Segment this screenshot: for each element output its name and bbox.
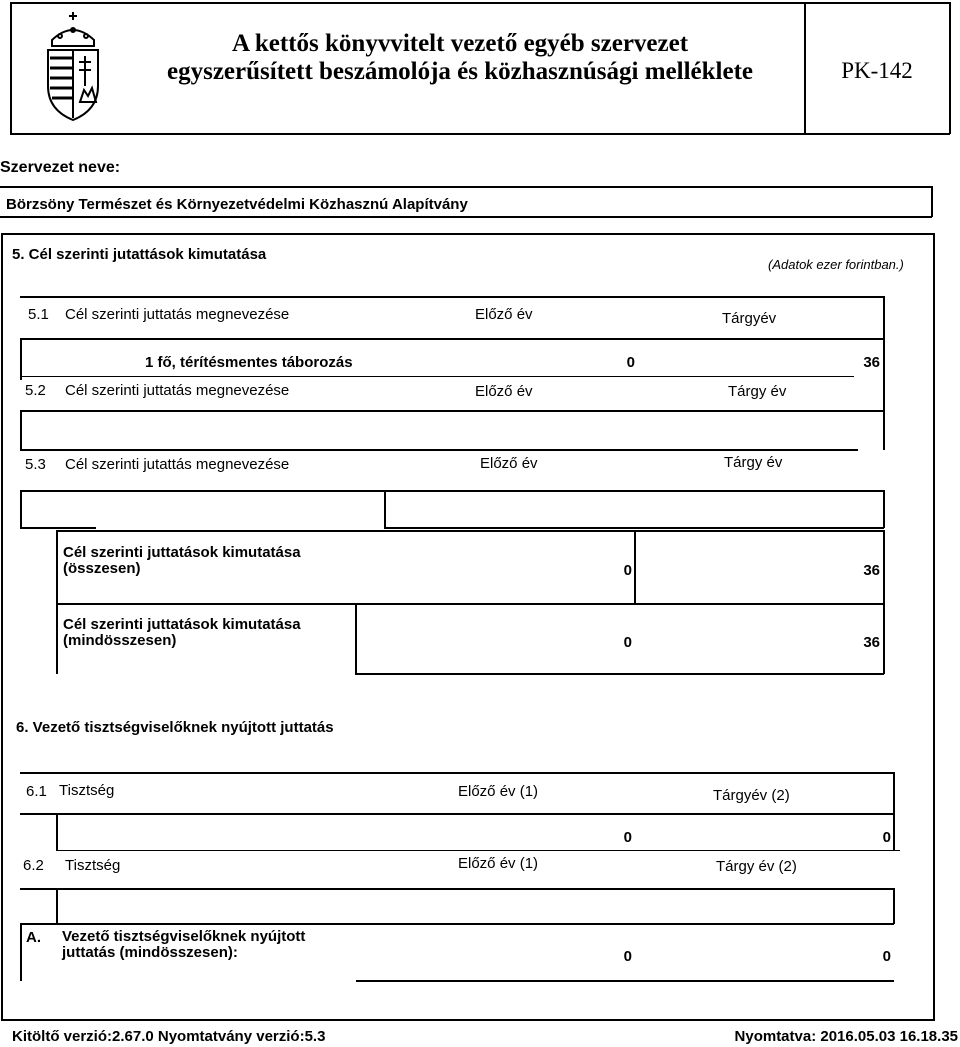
s62-prev-year-header: Előző év (1) xyxy=(458,855,539,872)
form-title xyxy=(120,30,800,86)
form-code: PK-142 xyxy=(841,58,913,83)
unit-note: (Adatok ezer forintban.) xyxy=(768,257,904,272)
s61-prev-year-header: Előző év (1) xyxy=(458,783,539,800)
total-curr: 36 xyxy=(863,562,880,579)
s51-num: 5.1 xyxy=(28,306,49,323)
s52-num: 5.2 xyxy=(25,382,46,399)
section6-title: 6. Vezető tisztségviselőknek nyújtott juttatás xyxy=(16,719,334,736)
grand-total-label xyxy=(63,617,301,649)
s53-curr-year-header: Tárgy év xyxy=(724,454,783,471)
s51-prev-year-header: Előző év xyxy=(475,306,533,323)
form-title-line1: A kettős könyvvitelt vezető egyéb szervezet xyxy=(231,30,689,57)
s61-num: 6.1 xyxy=(26,783,47,800)
sA-prev: 0 xyxy=(623,948,632,965)
s51-row-curr: 36 xyxy=(863,354,880,371)
s62-curr-year-header: Tárgy év (2) xyxy=(716,858,797,875)
grand-total-label-line1: Cél szerinti juttatások kimutatása xyxy=(63,616,301,633)
s51-row-prev: 0 xyxy=(626,354,635,371)
section5-title: 5. Cél szerinti jutattások kimutatása xyxy=(12,246,267,263)
s61-curr-year-header: Tárgyév (2) xyxy=(713,787,790,804)
s61-row-curr: 0 xyxy=(882,829,891,846)
sA-label-line1: Vezető tisztségviselőknek nyújtott xyxy=(62,928,306,945)
total-label xyxy=(63,545,301,577)
total-label-line2: (összesen) xyxy=(63,560,141,577)
sA-num: A. xyxy=(26,929,41,946)
coat-of-arms-logo xyxy=(38,6,108,126)
form-title-line2: egyszerűsített beszámolója és közhasznúsági melléklete xyxy=(167,58,753,85)
footer-printed: Nyomtatva: 2016.05.03 16.18.35 xyxy=(734,1028,958,1045)
footer-versions: Kitöltő verzió:2.67.0 Nyomtatvány verzió:5.3 xyxy=(12,1028,326,1045)
s52-label: Cél szerinti juttatás megnevezése xyxy=(65,382,290,399)
s53-prev-year-header: Előző év xyxy=(480,455,538,472)
org-name-label: Szervezet neve: xyxy=(0,159,121,176)
total-prev: 0 xyxy=(623,562,632,579)
sA-curr: 0 xyxy=(882,948,891,965)
s61-row-prev: 0 xyxy=(623,829,632,846)
s62-num: 6.2 xyxy=(23,857,44,874)
s61-label: Tisztség xyxy=(59,782,115,799)
s62-label: Tisztség xyxy=(65,857,121,874)
total-label-line1: Cél szerinti juttatások kimutatása xyxy=(63,544,301,561)
s53-label: Cél szerinti jutattás megnevezése xyxy=(65,456,290,473)
org-name-value: Börzsöny Természet és Környezetvédelmi Közhasznú Alapítvány xyxy=(6,196,468,213)
grand-total-prev: 0 xyxy=(623,634,632,651)
s51-curr-year-header: Tárgyév xyxy=(722,310,777,327)
sA-label-line2: juttatás (mindösszesen): xyxy=(62,944,238,961)
s52-prev-year-header: Előző év xyxy=(475,383,533,400)
s51-label: Cél szerinti juttatás megnevezése xyxy=(65,306,290,323)
sA-label xyxy=(62,929,305,961)
s51-row-name: 1 fő, térítésmentes táborozás xyxy=(145,354,353,371)
grand-total-curr: 36 xyxy=(863,634,880,651)
grand-total-label-line2: (mindösszesen) xyxy=(63,632,177,649)
s52-curr-year-header: Tárgy év xyxy=(728,383,787,400)
s53-num: 5.3 xyxy=(25,456,46,473)
